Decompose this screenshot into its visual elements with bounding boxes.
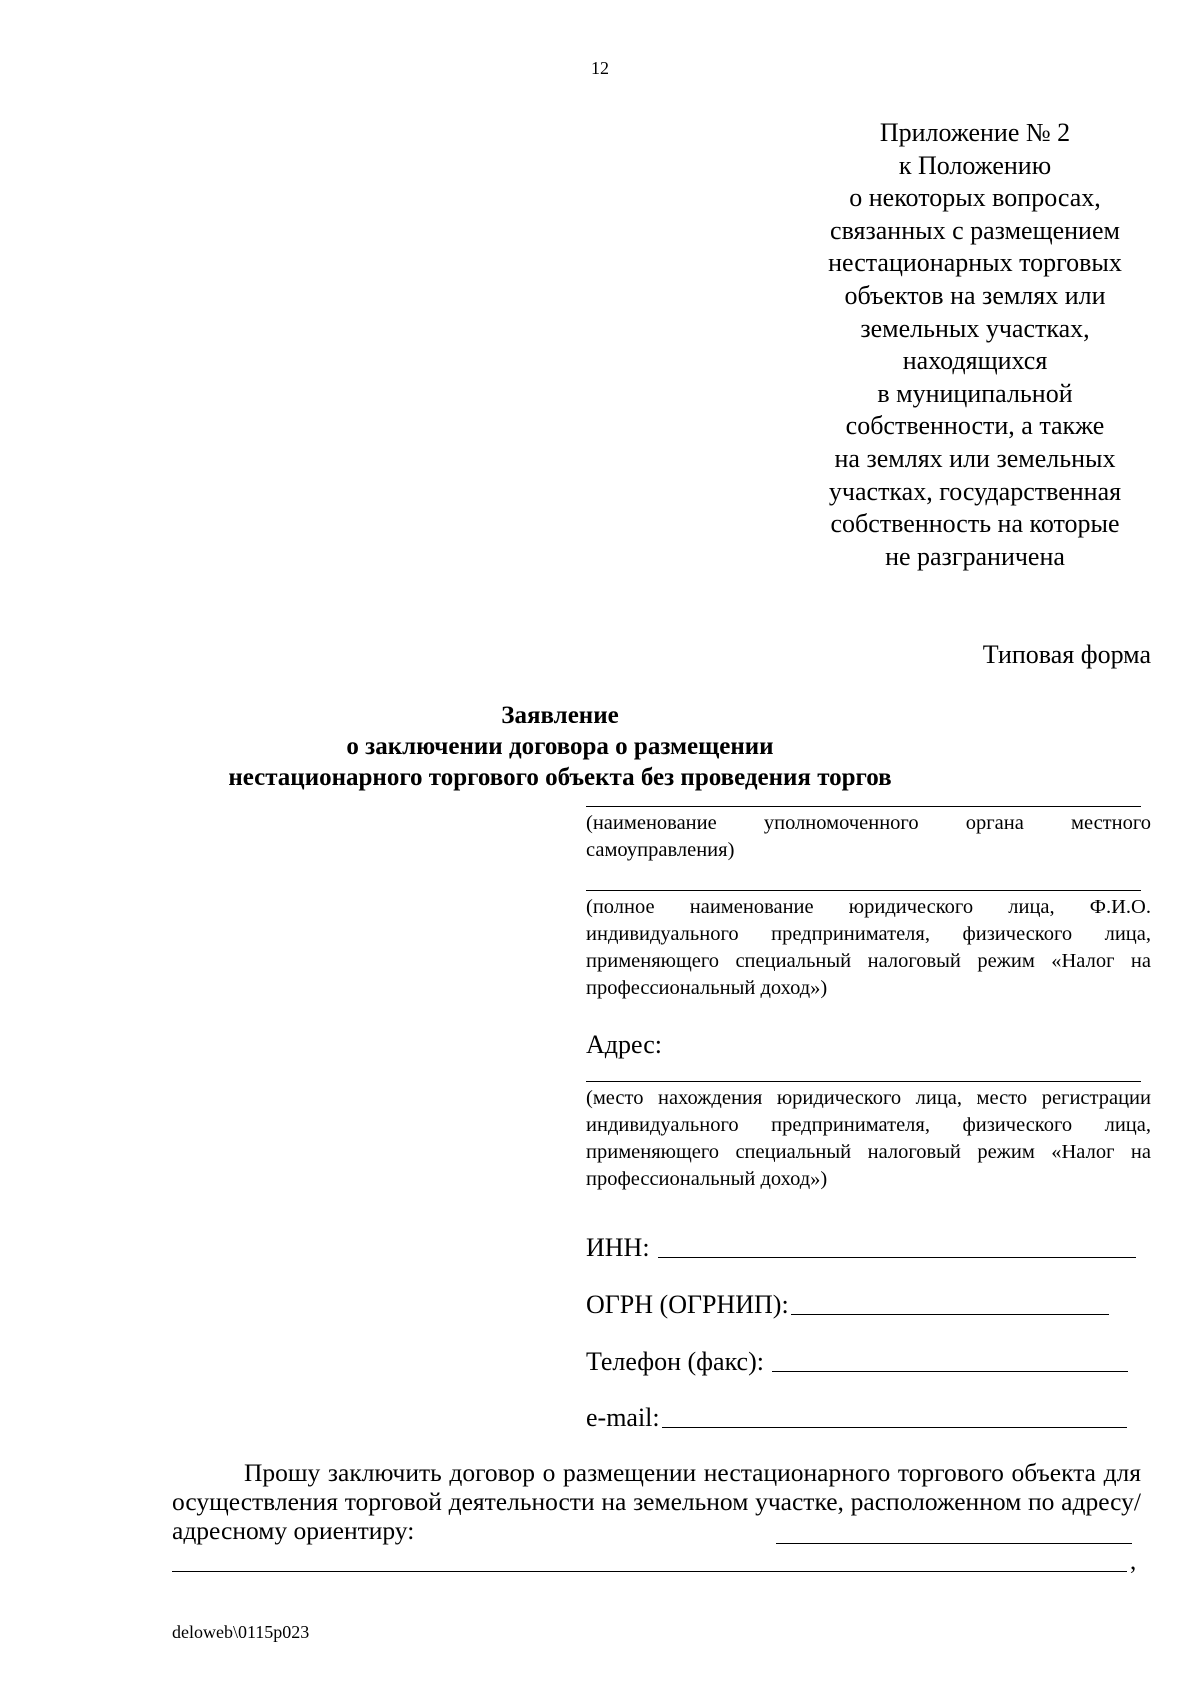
object-address-continuation-line bbox=[172, 1571, 1127, 1572]
phone-label: Телефон (факс): bbox=[586, 1347, 764, 1376]
inn-label: ИНН: bbox=[586, 1233, 650, 1262]
address-caption: (место нахождения юридического лица, место регистрации индивидуального предпринимателя, физического лица, применяющего специальный налоговый режим «Налог на профессиональный доход») bbox=[586, 1087, 1151, 1190]
appendix-line: на землях или земельных bbox=[834, 443, 1116, 473]
page-number: 12 bbox=[591, 58, 609, 78]
inn-blank-line bbox=[658, 1257, 1136, 1258]
appendix-line: не разграничена bbox=[885, 541, 1065, 571]
document-title bbox=[200, 700, 920, 793]
email-label: e-mail: bbox=[586, 1403, 660, 1432]
title-line-2: о заключении договора о размещении bbox=[346, 733, 774, 760]
authority-caption: (наименование уполномоченного органа местного самоуправления) bbox=[586, 812, 1151, 861]
title-line-1: Заявление bbox=[501, 702, 619, 729]
appendix-line: нестационарных торговых bbox=[828, 248, 1122, 278]
phone-field bbox=[586, 1347, 1141, 1377]
authority-blank-line bbox=[586, 806, 1141, 807]
ogrn-field bbox=[586, 1290, 1141, 1320]
applicant-blank-line bbox=[586, 890, 1141, 891]
appendix-line: связанных с размещением bbox=[830, 215, 1120, 245]
phone-blank-line bbox=[772, 1371, 1128, 1372]
appendix-line: о некоторых вопросах, bbox=[849, 183, 1101, 213]
email-field bbox=[586, 1403, 1141, 1433]
appendix-line: собственность на которые bbox=[830, 509, 1120, 539]
inn-field bbox=[586, 1233, 1141, 1263]
ogrn-label: ОГРН (ОГРНИП): bbox=[586, 1290, 789, 1319]
footer-document-code: deloweb\0115p023 bbox=[172, 1622, 310, 1642]
address-blank-line bbox=[586, 1081, 1141, 1082]
appendix-line: Приложение № 2 bbox=[879, 118, 1071, 147]
appendix-block bbox=[810, 117, 1140, 573]
form-type-label: Типовая форма bbox=[982, 640, 1151, 669]
appendix-line: участках, государственная bbox=[828, 476, 1122, 506]
appendix-line: объектов на землях или bbox=[844, 280, 1106, 310]
trailing-comma: , bbox=[1130, 1548, 1137, 1575]
request-text: Прошу заключить договор о размещении нестационарного торгового объекта для осуществления торговой деятельности на земельном участке, расположенном по адресу/адресному ориентиру: bbox=[172, 1458, 1141, 1545]
address-label: Адрес: bbox=[586, 1030, 662, 1059]
title-line-3: нестационарного торгового объекта без проведения торгов bbox=[228, 764, 892, 791]
appendix-line: к Положению bbox=[898, 150, 1052, 180]
applicant-caption: (полное наименование юридического лица, Ф.И.О. индивидуального предпринимателя, физического лица, применяющего специальный налоговый режим «Налог на профессиональный доход») bbox=[586, 896, 1151, 999]
appendix-line: находящихся bbox=[902, 346, 1048, 376]
request-paragraph bbox=[172, 1458, 1141, 1545]
appendix-line: земельных участках, bbox=[860, 313, 1090, 343]
ogrn-blank-line bbox=[791, 1314, 1109, 1315]
object-address-blank-line bbox=[776, 1543, 1132, 1544]
appendix-line: в муниципальной bbox=[877, 378, 1073, 408]
appendix-line: собственности, а также bbox=[845, 411, 1105, 441]
email-blank-line bbox=[662, 1427, 1127, 1428]
